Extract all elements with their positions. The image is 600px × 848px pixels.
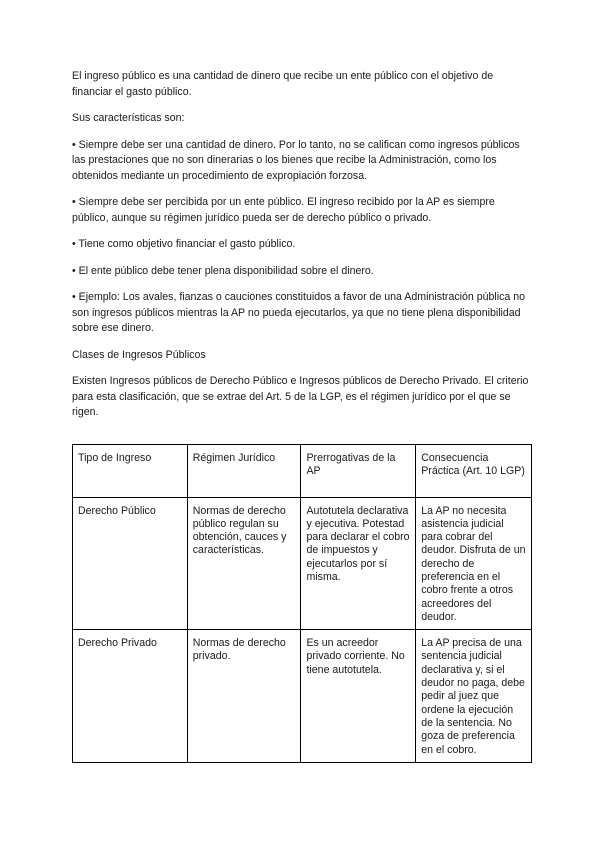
bullet-example: • Ejemplo: Los avales, fianzas o cauciones constituidos a favor de una Administración pública no son ingresos públicos mientras la AP no pueda ejecutarlos, ya que no tiene plena disponibilidad sobre ese dinero. <box>72 291 526 334</box>
cell-prerrogativas: Autotutela declarativa y ejecutiva. Potestad para declarar el cobro de impuestos y ejecutarlos por sí misma. <box>301 497 416 630</box>
features-heading: Sus características son: <box>72 112 185 124</box>
cell-consecuencia: La AP no necesita asistencia judicial para cobrar del deudor. Disfruta de un derecho de preferencia en el cobro frente a otros acreedores del deudor. <box>416 497 532 630</box>
cell-tipo: Derecho Público <box>73 497 188 630</box>
bullet-amount-of-money: • Siempre debe ser una cantidad de dinero. Por lo tanto, no se califican como ingresos públicos las prestaciones que no son dinerarias o los bienes que recibe la Administración, como los obtenidos mediante un procedimiento de expropiación forzosa. <box>72 138 520 182</box>
header-consecuencia: Consecuencia Práctica (Art. 10 LGP) <box>416 444 532 497</box>
bullet-public-entity: • Siempre debe ser percibida por un ente público. El ingreso recibido por la AP es siempre público, aunque su régimen jurídico pueda ser de derecho público o privado. <box>72 196 495 224</box>
income-types-table <box>72 444 532 763</box>
header-regimen: Régimen Jurídico <box>187 444 301 497</box>
bullet-objective: • Tiene como objetivo financiar el gasto público. <box>72 238 296 250</box>
table-row-derecho-publico <box>73 497 532 630</box>
bullet-availability: • El ente público debe tener plena disponibilidad sobre el dinero. <box>72 264 374 277</box>
classes-paragraph: Existen Ingresos públicos de Derecho Público e Ingresos públicos de Derecho Privado. El criterio para esta clasificación, que se extrae del Art. 5 de la LGP, es el régimen jurídico por el que se rigen. <box>72 375 529 418</box>
header-tipo: Tipo de Ingreso <box>73 444 188 497</box>
table-row-derecho-privado <box>73 630 532 763</box>
cell-regimen: Normas de derecho privado. <box>187 630 301 763</box>
header-prerrogativas: Prerrogativas de la AP <box>301 444 416 497</box>
cell-consecuencia: La AP precisa de una sentencia judicial declarativa y, si el deudor no paga, debe pedir al juez que ordene la ejecución de la sentencia. No goza de preferencia en el cobro. <box>416 630 532 763</box>
cell-prerrogativas: Es un acreedor privado corriente. No tiene autotutela. <box>301 630 416 763</box>
table-header-row <box>73 444 532 497</box>
cell-tipo: Derecho Privado <box>73 630 188 763</box>
cell-regimen: Normas de derecho público regulan su obtención, cauces y características. <box>187 497 301 630</box>
intro-paragraph: El ingreso público es una cantidad de dinero que recibe un ente público con el objetivo de financiar el gasto público. <box>72 70 494 98</box>
classes-heading: Clases de Ingresos Públicos <box>72 348 206 361</box>
